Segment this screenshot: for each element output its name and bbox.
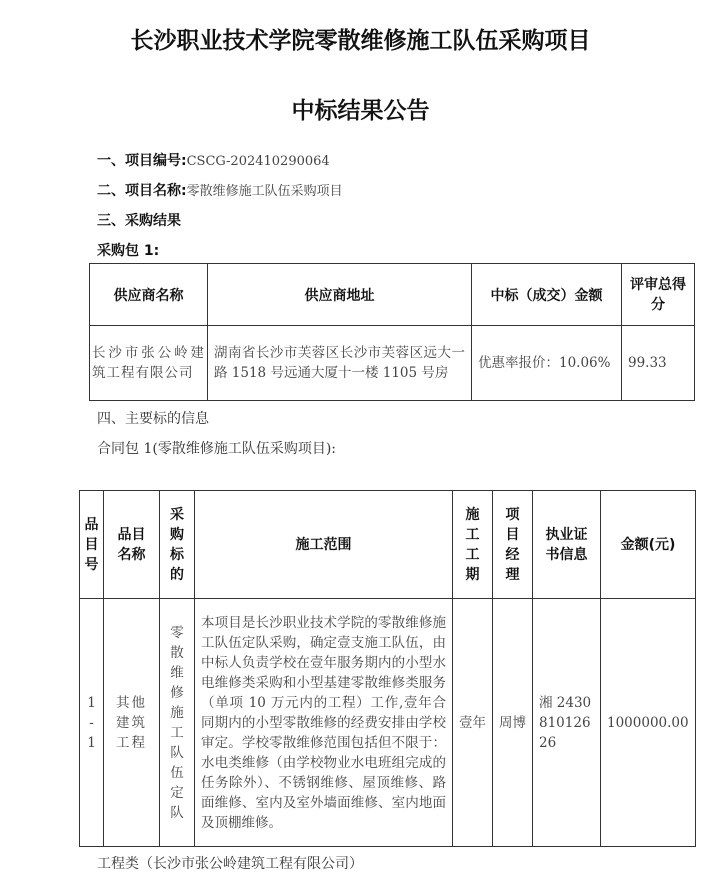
- result-table-header-row: [90, 264, 695, 326]
- manager-cell: 周博: [493, 599, 533, 847]
- period-cell: 壹年: [453, 599, 493, 847]
- subject-cell: 零散维修施工队伍定队: [160, 599, 195, 847]
- header-manager: 项目经理: [493, 491, 533, 599]
- header-supplier-address: 供应商地址: [208, 264, 472, 326]
- contract-package-heading: 合同包 1(零散维修施工队伍采购项目):: [97, 441, 336, 457]
- header-item-no: 品目号: [80, 491, 104, 599]
- package-label: 采购包 1:: [97, 243, 160, 259]
- header-supplier-name: 供应商名称: [90, 264, 208, 326]
- subject-table-row: [80, 599, 696, 847]
- header-period: 施工工期: [453, 491, 493, 599]
- header-subject: 采购标的: [160, 491, 195, 599]
- project-number-label: 一、项目编号:: [97, 153, 187, 169]
- header-award-amount: 中标（成交）金额: [472, 264, 622, 326]
- supplier-name-cell: 长沙市张公岭建筑工程有限公司: [90, 326, 208, 401]
- amount-cell: 1000000.00: [601, 599, 696, 847]
- header-item-name: 品目名称: [104, 491, 160, 599]
- header-total-score: 评审总得分: [622, 264, 695, 326]
- item-no-cell: 1-1: [80, 599, 104, 847]
- scope-cell: 本项目是长沙职业技术学院的零散维修施工队伍定队采购，确定壹支施工队伍，由中标人负责学校在壹年服务期内的小型水电维修类采购和小型基建零散维修类服务（单项 10 万元内的工程）工作,壹年合同期内的小型零散维修的经费安排由学校审定。学校零散维修范围包括但不限于：水电类维修（由学校物业水电班组完成的任务除外）、不锈钢维修、屋顶维修、路面维修、室内及室外墙面维修、室内地面及顶棚维修。: [195, 599, 453, 847]
- result-table: [89, 263, 695, 401]
- subject-info-heading: 四、主要标的信息: [97, 411, 209, 427]
- announcement-title-line2: 中标结果公告: [291, 98, 430, 124]
- cert-cell: 湘 243081012626: [533, 599, 601, 847]
- supplier-address-cell: 湖南省长沙市芙蓉区长沙市芙蓉区远大一路 1518 号远通大厦十一楼 1105 号房: [208, 326, 472, 401]
- header-amount: 金额(元): [601, 491, 696, 599]
- procurement-result-label: 三、采购结果: [97, 213, 181, 229]
- project-number-line: [97, 150, 330, 170]
- project-name-line: [97, 180, 343, 200]
- item-name-cell: 其他建筑工程: [104, 599, 160, 847]
- award-amount-cell: 优惠率报价：10.06%: [472, 326, 622, 401]
- header-cert: 执业证书信息: [533, 491, 601, 599]
- total-score-cell: 99.33: [622, 326, 695, 401]
- announcement-title-line1: 长沙职业技术学院零散维修施工队伍采购项目: [130, 28, 591, 54]
- result-table-row: [90, 326, 695, 401]
- subject-table: [79, 490, 696, 847]
- procurement-result-heading: [97, 210, 181, 230]
- footer-category-line: 工程类（长沙市张公岭建筑工程有限公司）: [97, 856, 363, 872]
- subject-table-header-row: [80, 491, 696, 599]
- project-name-label: 二、项目名称:: [97, 183, 187, 199]
- project-name-value: 零散维修施工队伍采购项目: [186, 184, 343, 199]
- header-scope: 施工范围: [195, 491, 453, 599]
- project-number-value: CSCG-202410290064: [186, 154, 330, 169]
- package-heading: [97, 240, 159, 260]
